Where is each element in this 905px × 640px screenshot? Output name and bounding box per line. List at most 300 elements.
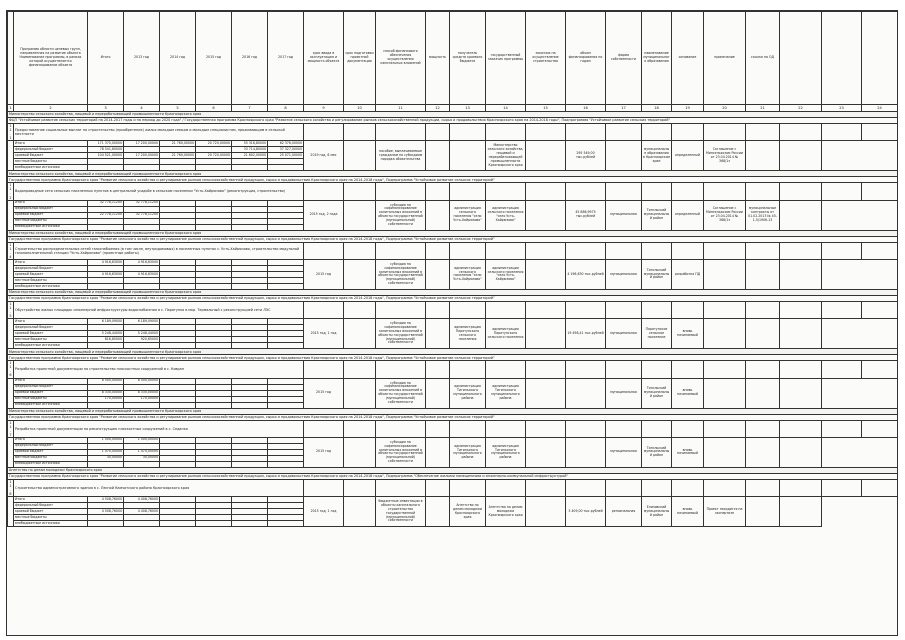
empty-cell (344, 183, 376, 200)
empty-cell (862, 242, 898, 259)
amount-cell: 1 500,00000 (124, 437, 160, 443)
empty-cell (426, 242, 450, 259)
empty-cell (704, 124, 746, 141)
note-cell: Проект находится на экспертизе (704, 497, 746, 527)
empty-cell (344, 479, 376, 496)
method-cell: бюджетные инвестиции в объекты капитального строительства государственной (муниципальной) собственности (376, 497, 426, 527)
ownership-cell: муниципальная (606, 259, 642, 289)
ownership-cell: муниципальная (606, 437, 642, 467)
ownership-cell: муниципальная (606, 378, 642, 408)
method-cell: пособие, выплачиваемые гражданам по субсидиям порядка обязательства (376, 141, 426, 171)
note-cell: Соглашение с Минсельхозом России от 23.04.2014 № 368/1з (704, 200, 746, 230)
investment-table (7, 11, 898, 527)
empty-cell (566, 183, 606, 200)
empty-cell (304, 361, 344, 378)
empty-cell (606, 361, 642, 378)
empty-cell (862, 479, 898, 496)
header-cell: основание (672, 12, 704, 105)
empty-cell (450, 301, 486, 318)
finance-label: краевой бюджет (14, 509, 88, 515)
amount-cell: 21 760,00000 (160, 153, 196, 159)
empty-cell (780, 259, 822, 289)
ministry-name: Министерство сельского хозяйства, пищевой и перерабатывающей промышленности Красноярского края (8, 171, 898, 177)
empty-cell (304, 242, 344, 259)
empty-cell (376, 301, 426, 318)
empty-cell (304, 183, 344, 200)
ref-cell (746, 141, 780, 171)
empty-cell (606, 124, 642, 141)
empty-cell (780, 141, 822, 171)
empty-cell (526, 124, 566, 141)
customer-cell: Агентство по делам молодежи Красноярского края (486, 497, 526, 527)
column-number: 20 (704, 105, 746, 112)
finance-label: внебюджетные источники (14, 461, 88, 467)
object-name: Разработка проектной документации на реконструкцию плоскостных сооружений в с. Седанка (14, 420, 304, 437)
empty-cell (704, 301, 746, 318)
finance-label: Итого (14, 497, 88, 503)
amount-cell: 8 500,00000 (124, 378, 160, 384)
amount-cell: 78 541,60000 (88, 147, 124, 153)
finance-label: краевой бюджет (14, 449, 88, 455)
header-cell: ссылка на ОД (746, 12, 780, 105)
program-name: Государственная программа Красноярского края "Развитие сельского хозяйства и регулирование рынков сельскохозяйственной продукции, сырья и продовольствия Красноярского края на 2014-2018 годы", Подпрограмма "Устойчивое развитие сельских территорий" (8, 177, 898, 183)
column-number: 12 (426, 105, 450, 112)
column-number: 11 (376, 105, 426, 112)
term-cell: 2019 год, 6 мес (304, 141, 344, 171)
recipient-cell: администрация Тигильского муниципального района (450, 378, 486, 408)
term-cell: 2015 год, 1 год (304, 319, 344, 349)
empty-cell (704, 420, 746, 437)
finance-label: федеральный бюджет (14, 325, 88, 331)
program-name: Государственная программа Красноярского края "Развитие сельского хозяйства и регулирование рынков сельскохозяйственной продукции, сырья и продовольствия Красноярского края на 2014-2018 годы", Подпрограмма "Устойчивое развитие сельских территорий" (8, 295, 898, 301)
empty-cell (344, 200, 376, 230)
amount-cell: 32 778,11200 (124, 212, 160, 218)
empty-cell (704, 361, 746, 378)
empty-cell (780, 420, 822, 437)
ownership-cell: региональная (606, 497, 642, 527)
term-cell: 2015 год, 1 год (304, 497, 344, 527)
customer-cell: администрация сельского поселения "село Усть-Хайрюзово" (486, 259, 526, 289)
program-name: Государственная программа Красноярского края "Развитие сельского хозяйства и регулирование рынков сельскохозяйственной продукции, сырья и продовольствия Красноярского края на 2014-2018 годы", Подпрограмма "Устойчивое развитие сельских территорий" (8, 414, 898, 420)
note-cell (704, 259, 746, 289)
empty-cell (704, 479, 746, 496)
amount-cell: 8 500,00000 (88, 378, 124, 384)
volume-cell: 45 886,9975 тыс.рублей (566, 200, 606, 230)
empty-cell (822, 301, 862, 318)
empty-cell (450, 183, 486, 200)
customer-cell: администрация Тигильского муниципального района (486, 378, 526, 408)
finance-label: местные бюджеты (14, 515, 88, 521)
finance-label: внебюджетные источники (14, 402, 88, 408)
empty-cell (450, 420, 486, 437)
header-cell: 2016 год (232, 12, 268, 105)
column-number: 1 (9, 105, 12, 110)
empty-cell (486, 479, 526, 496)
amount-cell: 171 370,00000 (88, 141, 124, 147)
volume-cell: 3 409,00 тыс.рублей (566, 497, 606, 527)
empty-cell (376, 183, 426, 200)
object-code: 11.4 (9, 242, 12, 259)
empty-cell (344, 420, 376, 437)
finance-label: Итого (14, 319, 88, 325)
program-name: ФЦП "Устойчивое развитие сельских территорий на 2014-2017 годы и на период до 2020 года" / Государственная программа Красноярского края "Развитие сельского хозяйства и регулирование рынков сельскохозяйственной продукции, сырья и продовольствия Красноярского края на 2014-2018 годы", Подпрограмма "Устойчивое развитие сельских территорий" (8, 118, 898, 124)
empty-cell (450, 124, 486, 141)
object-row (8, 183, 898, 200)
finance-label: местные бюджеты (14, 159, 88, 165)
empty-cell (672, 361, 704, 378)
amount-cell: 1 500,00000 (88, 437, 124, 443)
empty-cell (376, 420, 426, 437)
empty-cell (862, 361, 898, 378)
amount-cell: 4 408,76000 (124, 509, 160, 515)
empty-cell (642, 301, 672, 318)
amount-cell: 4 916,63000 (124, 271, 160, 277)
amount-cell: 4 508,76000 (88, 509, 124, 515)
document-sheet (6, 10, 898, 636)
ownership-cell: муниципальная (606, 319, 642, 349)
amount-cell: 22 778,11200 (88, 212, 124, 218)
empty-cell (344, 319, 376, 349)
amount-cell (124, 521, 160, 527)
empty-cell (426, 301, 450, 318)
ref-cell: муниципальные контракты от 01.02.2013 № 45-1-5/1906-13 (746, 200, 780, 230)
object-code: 11.5 (9, 301, 12, 319)
amount-cell (88, 521, 124, 527)
empty-cell (450, 361, 486, 378)
empty-cell (862, 420, 898, 437)
program-name: Государственная программа Красноярского края "Развитие сельского хозяйства и регулирование рынков сельскохозяйственной продукции, сырья и продовольствия Красноярского края на 2014-2018 годы", Подпрограмма "Устойчивое развитие сельских территорий" (8, 355, 898, 361)
empty-cell (566, 124, 606, 141)
header-cell: государственный заказчик программы (486, 12, 526, 105)
header-cell: получатель средств краевого бюджета (450, 12, 486, 105)
header-cell: Программа области целевых групп, направленная на развитие объекта Наименование программы, в рамках которой осуществляется финансирование объекта (14, 12, 88, 105)
empty-cell (526, 378, 566, 408)
customer-cell: Министерство сельского хозяйства, пищевой и перерабатывающей промышленности Красноярского края (486, 141, 526, 171)
recipient-cell: Агентство по делам молодежи Красноярского края (450, 497, 486, 527)
ref-cell (746, 259, 780, 289)
object-code: 11.1 (9, 124, 12, 141)
amount-cell: 6 189,09000 (124, 319, 160, 325)
empty-cell (426, 319, 450, 349)
ministry-name: Министерство сельского хозяйства, пищевой и перерабатывающей промышленности Красноярского края (8, 349, 898, 355)
empty-cell (526, 479, 566, 496)
amount-cell: 920,65000 (124, 337, 160, 343)
empty-cell (672, 124, 704, 141)
empty-cell (780, 361, 822, 378)
amount-cell (160, 521, 196, 527)
ownership-cell (606, 141, 642, 171)
customer-cell: администрация Паратунского сельского поселения (486, 319, 526, 349)
empty-cell (780, 497, 822, 527)
header-cell: форма собственности (606, 12, 642, 105)
empty-cell (486, 183, 526, 200)
empty-cell (566, 479, 606, 496)
empty-cell (566, 242, 606, 259)
ref-cell (746, 497, 780, 527)
empty-cell (526, 301, 566, 318)
empty-cell (450, 479, 486, 496)
empty-cell (606, 242, 642, 259)
empty-cell (526, 183, 566, 200)
column-number: 3 (88, 105, 124, 112)
empty-cell (606, 183, 642, 200)
finance-label: Итого (14, 259, 88, 265)
amount-cell: 62 376,00000 (268, 141, 304, 147)
empty-cell (606, 301, 642, 318)
empty-cell (344, 497, 376, 527)
empty-cell (566, 420, 606, 437)
finance-label: федеральный бюджет (14, 265, 88, 271)
empty-cell (780, 183, 822, 200)
note-cell: Соглашение с Минсельхозом России от 23.04.2014 № 368/1з (704, 141, 746, 171)
column-number: 5 (160, 105, 196, 112)
basis-cell: вновь начинаемый (672, 319, 704, 349)
empty-cell (304, 420, 344, 437)
empty-cell (606, 479, 642, 496)
amount-cell: 4 408,76000 (124, 497, 160, 503)
term-cell: 2015 год (304, 378, 344, 408)
header-cell: примечание (704, 12, 746, 105)
object-name: Водопроводные сети сельских населенных пунктов в центральной усадьбе в сельском поселении "Усть-Хайрюзово" (реконструкция, строительство) (14, 183, 304, 200)
customer-cell: администрация Тигильского муниципального района (486, 437, 526, 467)
empty-cell (822, 479, 862, 496)
empty-cell (672, 420, 704, 437)
finance-label: федеральный бюджет (14, 206, 88, 212)
amount-cell (268, 521, 304, 527)
empty-cell (450, 242, 486, 259)
column-number: 6 (196, 105, 232, 112)
ministry-name: Министерство сельского хозяйства, пищевой и перерабатывающей промышленности Красноярского края (8, 230, 898, 236)
finance-label: федеральный бюджет (14, 147, 88, 153)
customer-cell: администрация сельского поселения "село Усть-Хайрюзово" (486, 200, 526, 230)
header-cell: срок ввода в эксплуатацию и мощность объекта (304, 12, 344, 105)
empty-cell (780, 437, 822, 467)
column-number: 24 (862, 105, 898, 112)
empty-cell (526, 420, 566, 437)
column-number: 8 (268, 105, 304, 112)
header-row (8, 12, 898, 105)
empty-cell (344, 378, 376, 408)
column-number: 14 (486, 105, 526, 112)
municipality-cell: Тигильский муниципальный район (642, 378, 672, 408)
empty-cell (376, 242, 426, 259)
header-cell: мощность (426, 12, 450, 105)
empty-cell (672, 301, 704, 318)
recipient-cell: администрация сельского поселения "село Усть-Хайрюзово" (450, 259, 486, 289)
method-cell: субсидия на софинансирование капитальных вложений в объекты государственной (муниципальной) собственности (376, 378, 426, 408)
term-cell: 2015 год, 2 года (304, 200, 344, 230)
amount-cell: 20 720,00000 (196, 141, 232, 147)
empty-cell (426, 259, 450, 289)
finance-label: краевой бюджет (14, 153, 88, 159)
empty-cell (426, 479, 450, 496)
method-cell: субсидия на софинансирование капитальных вложений в объекты государственной (муниципальной) собственности (376, 259, 426, 289)
header-cell: 2015 год (196, 12, 232, 105)
finance-label: внебюджетные источники (14, 224, 88, 230)
column-number: 4 (124, 105, 160, 112)
amount-cell: 17 200,00000 (124, 153, 160, 159)
finance-label: краевой бюджет (14, 271, 88, 277)
object-row (8, 124, 898, 141)
object-name: Строительство распределительных сетей газоснабжения (в том числе, внутридомовых) в населенных пунктах с. Усть-Хайрюзово, строительство модульной газонаполнительной станции "Усть-Хайрюзово" (проектные работы) (14, 242, 304, 259)
finance-label: федеральный бюджет (14, 503, 88, 509)
empty-cell (526, 259, 566, 289)
empty-cell (746, 242, 780, 259)
empty-cell (344, 437, 376, 467)
recipient-cell (450, 141, 486, 171)
empty-cell (862, 183, 898, 200)
empty-cell (780, 378, 822, 408)
finance-label: Итого (14, 437, 88, 443)
volume-cell: 19 498,41 тыс.рублей (566, 319, 606, 349)
empty-cell (642, 361, 672, 378)
empty-cell (672, 479, 704, 496)
object-row (8, 301, 898, 318)
empty-cell (606, 420, 642, 437)
recipient-cell: администрация сельского поселения "село Усть-Хайрюзово" (450, 200, 486, 230)
column-number-row (8, 105, 898, 112)
empty-cell (822, 183, 862, 200)
ministry-name: Агентство по делам молодежи Красноярского края (8, 467, 898, 473)
empty-cell (746, 479, 780, 496)
empty-cell (746, 183, 780, 200)
object-row (8, 420, 898, 437)
header-cell: наименование муниципального образования (642, 12, 672, 105)
finance-label: внебюджетные источники (14, 283, 88, 289)
basis-cell: разработка ПД (672, 259, 704, 289)
empty-cell (526, 200, 566, 230)
empty-cell (526, 361, 566, 378)
empty-cell (780, 124, 822, 141)
empty-cell (426, 437, 450, 467)
empty-cell (746, 124, 780, 141)
empty-cell (426, 378, 450, 408)
column-number: 13 (450, 105, 486, 112)
municipality-cell: Тигильский муниципальный район (642, 259, 672, 289)
amount-cell: 33 714,80000 (232, 147, 268, 153)
municipality-cell: Тигильский муниципальный район (642, 437, 672, 467)
empty-cell (486, 242, 526, 259)
empty-cell (704, 242, 746, 259)
empty-cell (780, 200, 822, 230)
empty-cell (642, 420, 672, 437)
empty-cell (862, 301, 898, 318)
amount-cell: 5 248,44000 (124, 331, 160, 337)
header-cell: срок подготовки проектной документации (344, 12, 376, 105)
recipient-cell: администрация Тигильского муниципального района (450, 437, 486, 467)
volume-cell: 4 196,630 тыс.рублей (566, 259, 606, 289)
volume-cell: 295 549,00 тыс.рублей (566, 141, 606, 171)
amount-cell (232, 521, 268, 527)
volume-cell (566, 437, 606, 467)
empty-cell (304, 479, 344, 496)
amount-cell: 5 248,44000 (88, 331, 124, 337)
method-cell: субсидия на софинансирование капитальных вложений в объекты государственной (муниципальной) собственности (376, 437, 426, 467)
empty-cell (486, 361, 526, 378)
object-name: Предоставление социальных выплат на строительство (приобретение) жилья молодым семьям и молодым специалистам, проживающим в сельской местности (14, 124, 304, 141)
object-name: Разработка проектной документации на строительство плоскостных сооружений в с. Ковран (14, 361, 304, 378)
amount-cell (196, 521, 232, 527)
empty-cell (526, 242, 566, 259)
recipient-cell: администрация Паратунского сельского поселения (450, 319, 486, 349)
empty-cell (746, 301, 780, 318)
empty-cell (780, 301, 822, 318)
method-cell: субсидия на софинансирование капитальных вложений в объекты государственной (муниципальной) собственности (376, 200, 426, 230)
empty-cell (526, 437, 566, 467)
column-number: 18 (642, 105, 672, 112)
note-cell (704, 319, 746, 349)
empty-cell (426, 200, 450, 230)
finance-label: местные бюджеты (14, 337, 88, 343)
basis-cell: вновь начинаемый (672, 378, 704, 408)
column-number: 16 (566, 105, 606, 112)
object-row (8, 242, 898, 259)
empty-cell (426, 497, 450, 527)
finance-label: федеральный бюджет (14, 384, 88, 390)
empty-cell (526, 497, 566, 527)
finance-label: местные бюджеты (14, 218, 88, 224)
column-number: 10 (344, 105, 376, 112)
finance-label: внебюджетные источники (14, 521, 88, 527)
finance-label: внебюджетные источники (14, 343, 88, 349)
empty-cell (704, 183, 746, 200)
empty-cell (672, 242, 704, 259)
amount-cell: 6 189,09000 (88, 319, 124, 325)
empty-cell (376, 124, 426, 141)
finance-label: Итого (14, 200, 88, 206)
column-number: 17 (606, 105, 642, 112)
empty-cell (526, 319, 566, 349)
finance-label: краевой бюджет (14, 390, 88, 396)
finance-label: краевой бюджет (14, 212, 88, 218)
finance-label: Итого (14, 141, 88, 147)
amount-cell: 37 327,00000 (268, 147, 304, 153)
object-code: 11.2 (9, 183, 12, 200)
ministry-name: Министерство сельского хозяйства, пищевой и перерабатывающей промышленности Красноярского края (8, 112, 898, 118)
term-cell: 2015 год (304, 259, 344, 289)
finance-label: местные бюджеты (14, 455, 88, 461)
amount-cell: 20 720,00000 (196, 153, 232, 159)
municipality-cell: муниципальные образования в Красноярском крае (642, 141, 672, 171)
basis-cell: определенный (672, 141, 704, 171)
empty-cell (486, 420, 526, 437)
municipality-cell: Тигильский муниципальный район (642, 200, 672, 230)
ref-cell (746, 437, 780, 467)
object-code: 11.7 (9, 420, 12, 437)
municipality-cell: Елизовский муниципальный район (642, 497, 672, 527)
amount-cell: 17 200,00000 (124, 141, 160, 147)
empty-cell (426, 124, 450, 141)
finance-label: краевой бюджет (14, 331, 88, 337)
column-number: 22 (780, 105, 822, 112)
empty-cell (642, 242, 672, 259)
empty-cell (566, 301, 606, 318)
amount-cell: 170,00000 (124, 396, 160, 402)
ministry-name: Министерство сельского хозяйства, пищевой и перерабатывающей промышленности Красноярского края (8, 408, 898, 414)
amount-cell: 4 916,63000 (124, 259, 160, 265)
empty-cell (344, 141, 376, 171)
basis-cell: определенный (672, 200, 704, 230)
object-name: Обустройство жилых площадок инженерной инфраструктуры водоснабжения в с. Паратунка в мкр. Термальный с реконструкцией сети ЛЭС (14, 301, 304, 318)
amount-cell: 25 071,00000 (268, 153, 304, 159)
amount-cell: 4 508,76000 (88, 497, 124, 503)
note-cell (704, 437, 746, 467)
term-cell: 2015 год (304, 437, 344, 467)
empty-cell (304, 301, 344, 318)
basis-cell: вновь начинаемый (672, 437, 704, 467)
amount-cell: 4 916,63000 (88, 259, 124, 265)
amount-cell: 1 470,00000 (124, 449, 160, 455)
